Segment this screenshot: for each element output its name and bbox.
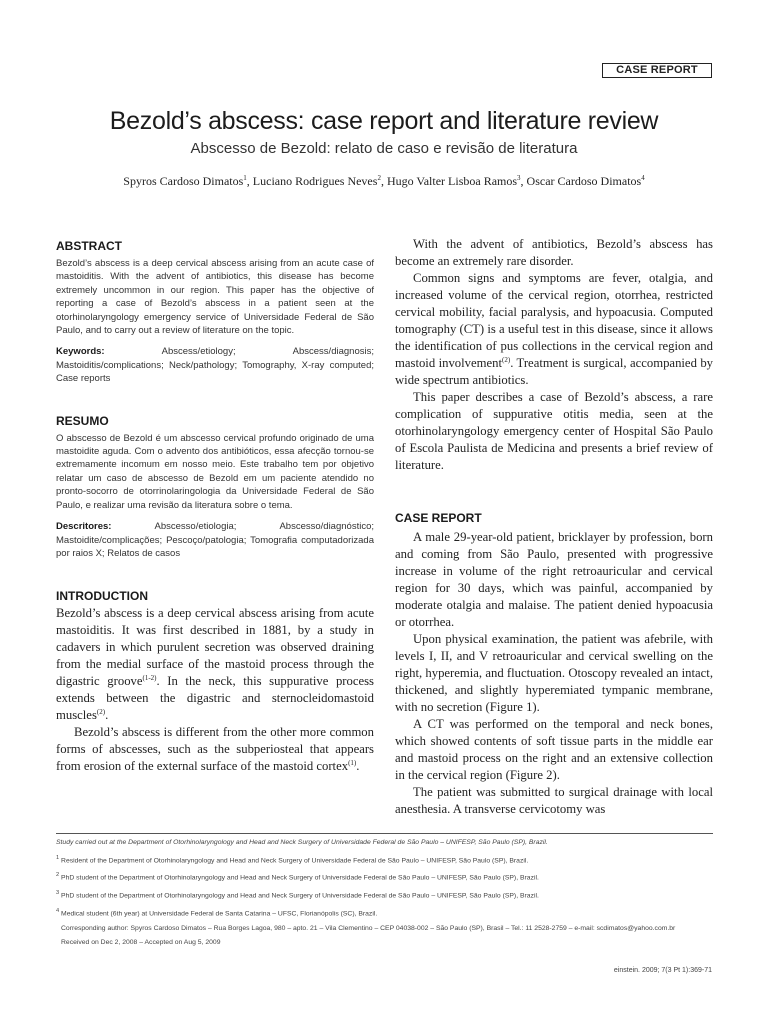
article-type-badge: CASE REPORT <box>602 63 712 78</box>
author-name: Luciano Rodrigues Neves <box>252 174 378 188</box>
footnote <box>56 868 713 886</box>
author-name: Oscar Cardoso Dimatos <box>526 174 642 188</box>
corresponding-author: Corresponding author: Spyros Cardoso Dimatos – Rua Borges Lagoa, 980 – apto. 21 – Vila Clementino – CEP 04038-002 – São Paulo (SP), Brasil – Tel.: 11 2528-2759 – e-mail: scdimatos@yahoo.com.br <box>61 924 676 932</box>
case-report-heading: CASE REPORT <box>395 511 482 525</box>
footnote-text: Resident of the Department of Otorhinolaryngology and Head and Neck Surgery of Universidade Federal de São Paulo – UNIFESP, São Paulo (SP), Brazil. <box>59 856 529 864</box>
footnote-divider <box>56 833 713 834</box>
case-paragraph: The patient was submitted to surgical drainage with local anesthesia. A transverse cervicotomy was <box>395 785 713 816</box>
abstract-text: Bezold’s abscess is a deep cervical abscess arising from an acute case of mastoiditis. With the advent of antibiotics, this disease has become extremely uncommon in our region. This paper has the objective of reporting a case of Bezold’s abscess in a patient seen at the otorhinolaryngology emergency service of Universidade Federal de São Paulo, and to carry out a review of literature on the topic. <box>56 258 374 337</box>
footnote-mark: 1 <box>56 854 60 861</box>
introduction-paragraph <box>56 724 374 775</box>
citation-ref: (2) <box>96 708 106 717</box>
paragraph-text: . Treatment is surgical, accompanied by wide spectrum antibiotics. <box>395 356 714 387</box>
citation-ref: (1) <box>348 759 357 768</box>
footnote-mark: 3 <box>56 890 60 897</box>
citation-ref: (1-2) <box>142 674 157 683</box>
descritores-list: Abscesso/etiologia; Abscesso/diagnóstico; Mastoidite/complicações; Pescoço/patologia; Tomografia computadorizada por raios X; Relatos de casos <box>56 521 374 559</box>
case-paragraph: A male 29-year-old patient, bricklayer by profession, born and coming from São Paulo, presented with progressive increase in volume of the right retroauricular and cervical region for 30 days, which was painful, accompanied by moderate otalgia and malaise. The patient denied hypoacusia or otorrhea. <box>395 530 713 629</box>
resumo-text: O abscesso de Bezold é um abscesso cervical profundo originado de uma mastoidite aguda. Com o advento dos antibióticos, essa afecção tornou-se extremamente incomum em nosso meio. Este trabalho tem por objetivo relatar um caso de abscesso de Bezold em um paciente atendido no pronto-socorro de otorrinolaringologia da Universidade Federal de São Paulo, e realizar uma revisão da literatura sobre o tema. <box>56 432 374 511</box>
footnote-mark: 2 <box>56 872 60 879</box>
case-paragraph: Upon physical examination, the patient was afebrile, with levels I, II, and V retroauricular and cervical swelling on the right, hyperemia, and fluctuation. Otoscopy revealed an intact, thickened, and slightly hyperemiated tympanic membrane, with no secretion (Figure 1). <box>395 632 713 714</box>
footnote-text: PhD student of the Department of Otorhinolaryngology and Head and Neck Surgery of Universidade Federal de São Paulo – UNIFESP, São Paulo (SP), Brazil. <box>59 892 539 900</box>
footnote <box>56 886 713 904</box>
paragraph-text: Bezold’s abscess is a deep cervical abscess arising from acute mastoiditis. It was first described in 1881, by a study in cadavers in which purulent secretion was observed draining from the medial surface of the mastoid process through the digastric groove <box>56 606 374 689</box>
received-dates: Received on Dec 2, 2008 – Accepted on Aug 5, 2009 <box>61 939 221 947</box>
author-separator: , <box>520 174 527 188</box>
abstract-heading: ABSTRACT <box>56 239 122 253</box>
author-affiliation-mark: 4 <box>641 174 645 182</box>
right-column <box>395 236 713 818</box>
paragraph-text: . <box>356 759 360 774</box>
keywords-list: Abscess/etiology; Abscess/diagnosis; Mastoiditis/complications; Neck/pathology; Tomography, X-ray computed; Case reports <box>56 346 374 385</box>
paragraph-text: Bezold’s abscess is different from the other more common forms of abscesses, such as the subperiosteal that appears from erosion of the external surface of the mastoid cortex <box>56 725 374 774</box>
descritores-label: Descritores: <box>56 521 112 533</box>
body-paragraph <box>395 270 713 389</box>
paragraph-text: Common signs and symptoms are fever, otalgia, and increased volume of the cervical region, otorrhea, restricted cervical mobility, facial paralysis, and hypoacusia. Computed tomography (CT) is a useful test in this disease, since it allows the identification of pus collections in the cervical region and mastoid involvement <box>395 271 713 370</box>
author-name: Hugo Valter Lisboa Ramos <box>386 174 518 188</box>
resumo-heading: RESUMO <box>56 413 109 428</box>
author-name: Spyros Cardoso Dimatos <box>123 174 244 188</box>
descritores <box>56 520 374 560</box>
paragraph-text: . In the neck, this suppurative process extends between the digastric and sternocleidomastoid muscles <box>56 674 374 723</box>
article-title: Bezold’s abscess: case report and literature review <box>109 107 659 135</box>
case-paragraph: A CT was performed on the temporal and neck bones, which showed contents of soft tissue parts in the middle ear and mastoid process on the right and an extensive collection in the cervical region (Figure 2). <box>395 717 713 782</box>
body-paragraph: This paper describes a case of Bezold’s abscess, a rare complication of suppurative otitis media, seen at the otorhinolaryngology emergency center of Hospital São Paulo of Escola Paulista de Medicina and presents a brief review of literature. <box>395 390 713 472</box>
footnotes <box>56 836 713 951</box>
paragraph-text: . <box>105 708 109 723</box>
footnote <box>56 904 713 922</box>
introduction-heading: INTRODUCTION <box>56 589 148 604</box>
introduction-paragraph <box>56 605 374 724</box>
citation-ref: (2) <box>502 355 511 364</box>
footnote-text: PhD student of the Department of Otorhinolaryngology and Head and Neck Surgery of Universidade Federal de São Paulo – UNIFESP, São Paulo (SP), Brazil. <box>59 874 539 882</box>
author-separator: , <box>246 174 253 188</box>
footnote <box>56 851 713 869</box>
author-affiliation-mark: 1 <box>243 174 247 182</box>
study-note: Study carried out at the Department of Otorhinolaryngology and Head and Neck Surgery of Universidade Federal de São Paulo – UNIFESP, São Paulo (SP), Brazil. <box>56 839 548 846</box>
author-affiliation-mark: 3 <box>517 174 521 182</box>
keywords <box>56 345 374 385</box>
footnote-mark: 4 <box>56 907 60 914</box>
author-affiliation-mark: 2 <box>377 174 381 182</box>
keywords-label: Keywords: <box>56 346 105 358</box>
author-separator: , <box>380 174 387 188</box>
footnote-text: Medical student (6th year) at Universidade Federal de Santa Catarina – UFSC, Florianópolis (SC), Brazil. <box>59 910 378 918</box>
journal-citation: einstein. 2009; 7(3 Pt 1):369-71 <box>613 967 712 974</box>
article-subtitle: Abscesso de Bezold: relato de caso e revisão de literatura <box>190 140 578 157</box>
left-column <box>56 234 374 775</box>
author-list <box>0 172 768 190</box>
body-paragraph: With the advent of antibiotics, Bezold’s abscess has become an extremely rare disorder. <box>395 237 713 268</box>
